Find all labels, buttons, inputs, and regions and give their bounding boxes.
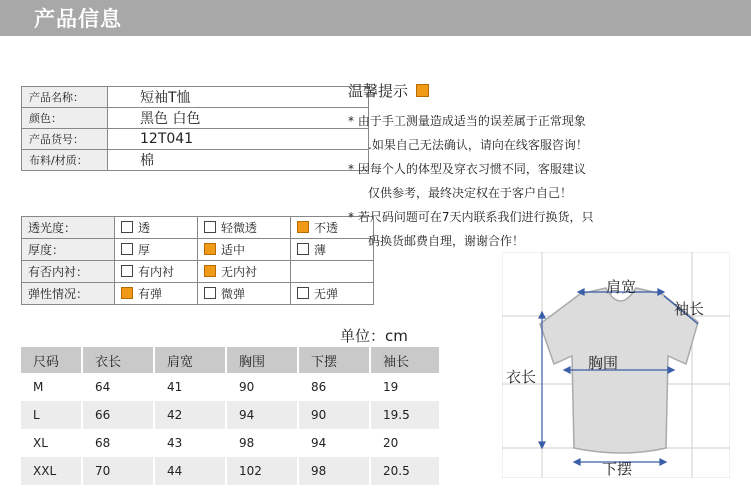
info-label: 产品名称： (22, 87, 108, 108)
info-row (22, 87, 369, 108)
option-label: 适中 (221, 243, 246, 257)
option-label: 有弹 (138, 287, 163, 301)
table-cell: 19 (370, 373, 440, 401)
option-label: 微弹 (221, 287, 246, 301)
property-option (115, 261, 198, 283)
property-label: 有否内衬： (22, 261, 115, 283)
tips-heading (348, 80, 648, 101)
table-cell: XL (21, 429, 82, 457)
property-label: 弹性情况： (22, 283, 115, 305)
tip-line: 码换货邮费自理，谢谢合作！ (368, 234, 525, 248)
option-label: 透 (138, 221, 151, 235)
table-cell: 94 (226, 401, 298, 429)
property-option (115, 283, 198, 305)
table-cell: 64 (82, 373, 154, 401)
option-label: 轻微透 (221, 221, 258, 235)
option-label: 薄 (314, 243, 327, 257)
properties-table (21, 216, 374, 305)
table-cell: 98 (226, 429, 298, 457)
column-header: 衣长 (82, 347, 154, 373)
checkbox-icon (121, 243, 133, 255)
table-cell: 20 (370, 429, 440, 457)
tip-line: .如果自己无法确认，请向在线客服咨询！ (368, 138, 588, 152)
property-row (22, 217, 374, 239)
tips-panel (348, 80, 648, 253)
table-cell: L (21, 401, 82, 429)
table-cell: 86 (298, 373, 370, 401)
checkbox-icon (204, 221, 216, 233)
checkbox-icon (297, 221, 309, 233)
table-cell: 90 (226, 373, 298, 401)
table-cell: 19.5 (370, 401, 440, 429)
table-row (21, 401, 440, 429)
table-row (21, 457, 440, 485)
orange-square-icon (416, 84, 429, 97)
info-label: 颜色： (22, 108, 108, 129)
info-label: 产品货号： (22, 129, 108, 150)
tip-line: * 由于手工测量造成适当的误差属于正常现象 (348, 114, 586, 128)
product-info-table (21, 86, 369, 171)
size-table (21, 347, 441, 485)
column-header: 下摆 (298, 347, 370, 373)
checkbox-icon (204, 287, 216, 299)
table-row (21, 373, 440, 401)
info-value: 黑色 白色 (108, 108, 369, 129)
tip-line: 仅供参考，最终决定权在于客户自己！ (368, 186, 573, 200)
sleeve-label: 袖长 (674, 300, 705, 318)
table-cell: M (21, 373, 82, 401)
column-header: 胸围 (226, 347, 298, 373)
info-value: 12T041 (108, 129, 369, 150)
table-cell: 66 (82, 401, 154, 429)
info-label: 布料/材质： (22, 150, 108, 171)
property-option (115, 239, 198, 261)
measurement-diagram (502, 252, 730, 478)
table-cell: XXL (21, 457, 82, 485)
shoulder-label: 肩宽 (606, 278, 637, 296)
checkbox-icon (121, 287, 133, 299)
table-cell: 44 (154, 457, 226, 485)
checkbox-icon (204, 265, 216, 277)
column-header: 袖长 (370, 347, 440, 373)
option-label: 无内衬 (221, 265, 258, 279)
table-cell: 70 (82, 457, 154, 485)
checkbox-icon (297, 287, 309, 299)
property-option-empty (291, 261, 374, 283)
tips-title: 温馨提示 (348, 82, 409, 100)
info-value: 棉 (108, 150, 369, 171)
table-cell: 94 (298, 429, 370, 457)
property-option (198, 283, 291, 305)
table-cell: 98 (298, 457, 370, 485)
chest-label: 胸围 (588, 354, 619, 372)
section-title: 产品信息 (34, 7, 122, 31)
table-cell: 90 (298, 401, 370, 429)
property-label: 厚度： (22, 239, 115, 261)
option-label: 不透 (314, 221, 339, 235)
info-row (22, 150, 369, 171)
unit-label: 单位：cm (340, 327, 408, 345)
property-option (115, 217, 198, 239)
property-row (22, 239, 374, 261)
tip-line: * 若尺码问题可在7天内联系我们进行换货，只 (348, 210, 594, 224)
table-cell: 68 (82, 429, 154, 457)
property-option (198, 261, 291, 283)
table-cell: 42 (154, 401, 226, 429)
table-cell: 43 (154, 429, 226, 457)
table-cell: 20.5 (370, 457, 440, 485)
option-label: 厚 (138, 243, 151, 257)
hem-label: 下摆 (602, 460, 633, 478)
length-label: 衣长 (506, 368, 537, 386)
column-header: 肩宽 (154, 347, 226, 373)
column-header: 尺码 (21, 347, 82, 373)
option-label: 有内衬 (138, 265, 175, 279)
checkbox-icon (121, 265, 133, 277)
info-row (22, 108, 369, 129)
option-label: 无弹 (314, 287, 339, 301)
property-option (198, 217, 291, 239)
property-row (22, 283, 374, 305)
property-row (22, 261, 374, 283)
checkbox-icon (204, 243, 216, 255)
property-label: 透光度： (22, 217, 115, 239)
property-option (198, 239, 291, 261)
info-value: 短袖T恤 (108, 87, 369, 108)
checkbox-icon (297, 243, 309, 255)
table-row (21, 429, 440, 457)
checkbox-icon (121, 221, 133, 233)
info-row (22, 129, 369, 150)
property-option (291, 283, 374, 305)
tip-line: * 因每个人的体型及穿衣习惯不同，客服建议 (348, 162, 586, 176)
table-cell: 41 (154, 373, 226, 401)
table-cell: 102 (226, 457, 298, 485)
section-header (0, 0, 751, 36)
size-table-header (21, 347, 440, 373)
